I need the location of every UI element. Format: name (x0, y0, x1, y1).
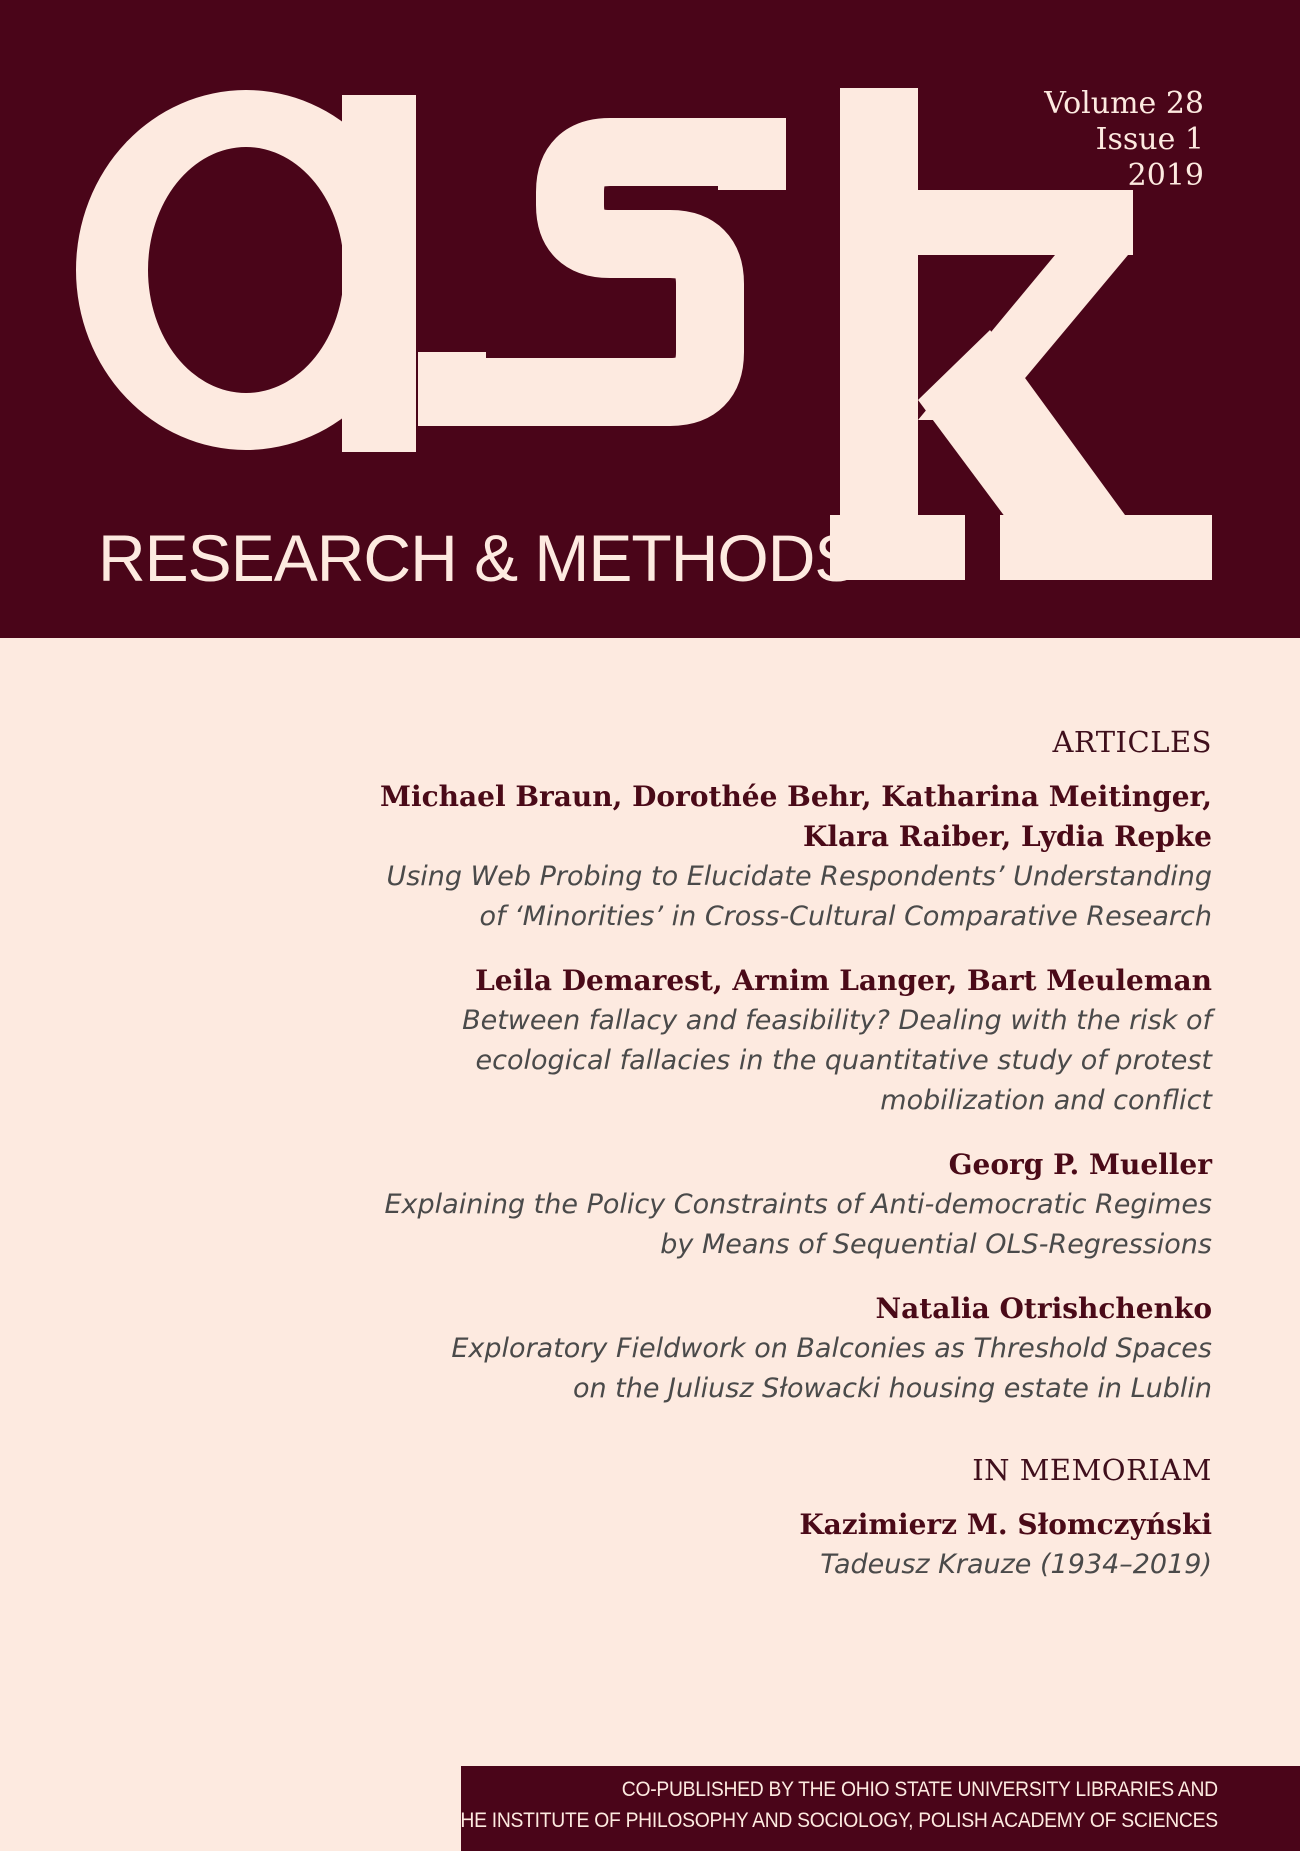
title-line: on the Juliusz Słowacki housing estate in Lublin (572, 1373, 1212, 1404)
title-line: Explaining the Policy Constraints of Anti-democratic Regimes (384, 1189, 1212, 1220)
article-authors (212, 777, 1212, 857)
article-entry (212, 1145, 1212, 1265)
masthead (0, 0, 1300, 638)
memoriam-entry (212, 1505, 1212, 1585)
year-label: 2019 (1127, 158, 1204, 193)
publisher-footer (449, 1766, 1300, 1851)
authors-line: Michael Braun, Dorothée Behr, Katharina Meitinger, (379, 780, 1212, 813)
title-line: of ‘Minorities’ in Cross-Cultural Comparative Research (479, 901, 1212, 932)
publisher-text (449, 1774, 1218, 1836)
title-line: Exploratory Fieldwork on Balconies as Threshold Spaces (451, 1333, 1212, 1364)
issue-label: Issue 1 (1095, 122, 1204, 157)
article-authors (212, 961, 1212, 1001)
memoriam-heading: IN MEMORIAM (972, 1453, 1212, 1487)
article-entry (212, 961, 1212, 1121)
authors-line: Klara Raiber, Lydia Repke (803, 820, 1212, 853)
authors-line: Georg P. Mueller (948, 1148, 1212, 1181)
article-title (212, 857, 1212, 937)
issue-info (1044, 86, 1204, 194)
title-line: ecological fallacies in the quantitative study of protest (475, 1045, 1212, 1076)
title-line: Between fallacy and feasibility? Dealing with the risk of (462, 1005, 1212, 1036)
publisher-line: CO-PUBLISHED BY THE OHIO STATE UNIVERSITY LIBRARIES AND (621, 1778, 1218, 1801)
title-line: by Means of Sequential OLS-Regressions (660, 1229, 1212, 1260)
title-line: Using Web Probing to Elucidate Respondents’ Understanding (386, 861, 1212, 892)
table-of-contents (212, 725, 1212, 1609)
memoriam-author: Kazimierz M. Słomczyński (799, 1508, 1212, 1541)
article-entry (212, 777, 1212, 937)
publisher-line: THE INSTITUTE OF PHILOSOPHY AND SOCIOLOGY, POLISH ACADEMY OF SCIENCES (449, 1809, 1218, 1832)
articles-heading: ARTICLES (1052, 725, 1212, 759)
logo-letter-a (76, 90, 416, 452)
article-entry (212, 1289, 1212, 1409)
authors-line: Leila Demarest, Arnim Langer, Bart Meuleman (475, 964, 1212, 997)
article-authors (212, 1145, 1212, 1185)
logo-letter-s (452, 152, 752, 392)
journal-subtitle: RESEARCH & METHODS (98, 521, 858, 595)
volume-label: Volume 28 (1044, 86, 1204, 121)
authors-line: Natalia Otrishchenko (875, 1292, 1212, 1325)
article-authors (212, 1289, 1212, 1329)
article-title (212, 1001, 1212, 1121)
article-title (212, 1185, 1212, 1265)
article-title (212, 1329, 1212, 1409)
title-line: mobilization and conflict (880, 1085, 1212, 1116)
memoriam-title: Tadeusz Krauze (1934–2019) (820, 1549, 1212, 1580)
